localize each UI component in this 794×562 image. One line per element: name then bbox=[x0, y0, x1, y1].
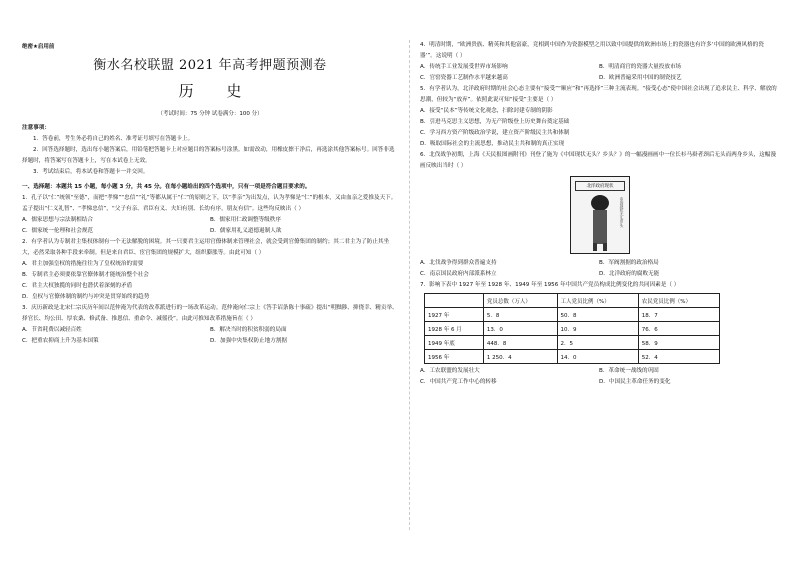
option: A．节省耗费以减轻百姓 bbox=[22, 327, 82, 333]
table-header: 农民党员比例（%） bbox=[638, 294, 719, 308]
option: D．儒家用礼义道德遏制人欲 bbox=[210, 228, 282, 234]
table-row bbox=[425, 308, 720, 322]
option: C．官窑瓷器工艺制作水平越来越高 bbox=[420, 75, 508, 81]
table-row bbox=[425, 336, 720, 350]
exam-meta: （考试时间：75 分钟 试卷满分：100 分） bbox=[157, 111, 263, 117]
option: D．中国民主革命任务的变化 bbox=[599, 379, 671, 385]
question-stem: 1．孔子以“仁”统领“至德”，而把“孝悌”“忠信”“礼”等都从属于“仁”的原则之下，以“孝亲”为出发点，认为孝悌是“仁”的根本，又由血亲之爱推及天下。孟子提出“仁义礼智”、“孝悌忠信”，“父子有亲、君臣有义、夫妇有别、长幼有序，朋友有信”。这些均反映出（ ） bbox=[22, 195, 397, 212]
table-header bbox=[425, 294, 484, 308]
note-item: 3．考试结束后，将本试卷和答题卡一并交回。 bbox=[33, 169, 149, 175]
option: D．吸取国际社会的主流思想，推动民主共和制的真正实现 bbox=[420, 141, 565, 147]
question-options bbox=[420, 366, 778, 388]
table-cell: 1 250．4 bbox=[483, 350, 557, 364]
cartoon-caption: 北洋政府现状 bbox=[575, 181, 625, 191]
cartoon-leg bbox=[593, 243, 597, 251]
option: B．引进马克思主义思想，为无产阶级登上历史舞台奠定基础 bbox=[420, 119, 570, 125]
option: B．专制君主必须要依靠官僚体制才能统治整个社会 bbox=[22, 272, 149, 278]
option: C．把重农抑商上升为基本国策 bbox=[22, 338, 99, 344]
question-options bbox=[22, 215, 398, 237]
table-header: 工人党员比例（%） bbox=[557, 294, 638, 308]
right-column bbox=[420, 40, 778, 388]
note-item: 2．回答选择题时，选出每小题答案后，用铅笔把答题卡上对应题目的答案标号涂黑。如需改动，用橡皮擦干净后，再选涂其他答案标号。回答非选择题时，将答案写在答题卡上，写在本试卷上无效。 bbox=[22, 147, 395, 164]
table-header: 党员总数（万人） bbox=[483, 294, 557, 308]
table-cell: 1949 年底 bbox=[425, 336, 484, 350]
option: B．革命统一战线的巩固 bbox=[599, 368, 659, 374]
option: D．北洋政府的腐败无能 bbox=[599, 271, 660, 277]
question-options bbox=[22, 259, 398, 303]
option: B．明清商官的瓷器大量投放市场 bbox=[599, 64, 682, 70]
table-header-row bbox=[425, 294, 720, 308]
secret-label: 绝密★启用前 bbox=[22, 44, 55, 50]
option: B．儒家用仁政调整等级秩序 bbox=[210, 217, 281, 223]
note-item: 1．答卷前，考生务必将自己的姓名、准考证号填写在答题卡上。 bbox=[33, 136, 194, 142]
option: C．中国共产党工作中心的转移 bbox=[420, 379, 497, 385]
party-member-table bbox=[424, 293, 720, 364]
table-cell: 76．6 bbox=[638, 322, 719, 336]
option: A．儒家思想与宗法制相结合 bbox=[22, 217, 93, 223]
column-divider bbox=[409, 40, 410, 530]
question-options bbox=[420, 106, 778, 150]
option: A．传统手工业发展受世界市场影响 bbox=[420, 64, 508, 70]
option: D．欧洲普遍采用中国的制瓷技艺 bbox=[599, 75, 682, 81]
table-cell: 50．8 bbox=[557, 308, 638, 322]
table-cell: 1928 年 6 月 bbox=[425, 322, 484, 336]
cartoon-side-text: 中国现状无头乡头 bbox=[620, 197, 625, 228]
question-options bbox=[22, 325, 398, 347]
table-row bbox=[425, 322, 720, 336]
question-options bbox=[420, 258, 778, 280]
option: A．接受“民本”等传统文化观念，扫除封建专制的阴影 bbox=[420, 108, 553, 114]
cartoon-head bbox=[591, 195, 609, 211]
question-options bbox=[420, 62, 778, 84]
option: A．工农联盟的发展壮大 bbox=[420, 368, 480, 374]
table-cell: 18．7 bbox=[638, 308, 719, 322]
question-stem: 7．影响下表中 1927 年至 1928 年、1949 年至 1956 年中国共产党员构成比例变化的共同因素是（ ） bbox=[420, 282, 680, 288]
notes-heading: 注意事项： bbox=[22, 125, 50, 131]
cartoon-figure bbox=[570, 176, 630, 254]
table-cell: 5．8 bbox=[483, 308, 557, 322]
question-stem: 6．北伐战争初期，上海《天民报图画附刊》刊登了施为《中国现状无头？乡头？》的一幅漫画画中一位长衫马褂者颈后无头而两身乡头，这幅漫画反映出当时（ ） bbox=[420, 152, 776, 169]
table-cell: 13．0 bbox=[483, 322, 557, 336]
question-stem: 4．明清时期，“欧洲贵族、精英和其他富豪，竞相到中国作为瓷器模型之用以致中国提供的欧洲市场上的瓷器也有许多‘中国的欧洲风格的瓷器’”。这说明（ ） bbox=[420, 42, 764, 59]
option: C．君主大权独揽的同时也潜伏着深刻的矛盾 bbox=[22, 283, 133, 289]
table-cell: 58．9 bbox=[638, 336, 719, 350]
option: C．儒家统一伦理和社会规范 bbox=[22, 228, 94, 234]
option: C．学习西方资产阶级政治学说，建立资产阶级民主共和体制 bbox=[420, 130, 570, 136]
table-cell: 1956 年 bbox=[425, 350, 484, 364]
option: A．君主加强皇权的措施往往为了皇权统治的需要 bbox=[22, 261, 144, 267]
exam-subject: 历 史 bbox=[178, 82, 256, 100]
option: B．解决当时的积贫积弱的局面 bbox=[210, 327, 287, 333]
question-stem: 3．庆历新政是北宋仁宗庆历年间以范仲淹为代表的改革派进行的一场改革运动。范仲淹向仁宗上《答手诏条陈十事疏》提出“明黜陟、抑侥幸、精贡举、择官长、均公田、厚农桑、修武备、推恩信、重命令、减徭役”。由此可推知改革措施旨在（ ） bbox=[22, 305, 398, 322]
table-cell: 52．4 bbox=[638, 350, 719, 364]
table-row bbox=[425, 350, 720, 364]
option: A．北伐战争得到群众普遍支持 bbox=[420, 260, 497, 266]
cartoon-body bbox=[593, 210, 607, 244]
exam-title: 衡水名校联盟 2021 年高考押题预测卷 bbox=[93, 58, 327, 73]
option: C．南京国民政府内部派系林立 bbox=[420, 271, 497, 277]
table-cell: 448．8 bbox=[483, 336, 557, 350]
option: D．皇权与官僚体制的制约与冲突是贯穿始终的趋势 bbox=[22, 294, 150, 300]
table-cell: 2．5 bbox=[557, 336, 638, 350]
section-heading: 一、选择题：本题共 15 小题，每小题 3 分，共 45 分。在每小题给出的四个选项中，只有一项是符合题目要求的。 bbox=[22, 184, 311, 190]
option: D．加强中央集权防止地方割据 bbox=[210, 338, 288, 344]
table-cell: 14．0 bbox=[557, 350, 638, 364]
question-stem: 2．有学者认为专制君主集权体制有一个无法解脱的困境。其一只要君主运用官僚体制来管理社会，就会受到官僚集团的制约；其二君主为了防止其坐大，必然采取各种手段来牵制。但是来自君臣、宦官集团的规模扩大，组织膨胀等。由此可知（ ） bbox=[22, 239, 390, 256]
cartoon-leg bbox=[603, 243, 607, 251]
question-stem: 5．有学者认为，北洋政府时期的社会心态主要有“接受”“顺应”和“再选择”三种主流表现。“接受心态”使中国社会出现了追求民主、科学、解放的思潮，但较为“放弃”。依照此说可知“接受”主要是（ ） bbox=[420, 86, 777, 103]
left-column bbox=[22, 40, 398, 347]
table-cell: 1927 年 bbox=[425, 308, 484, 322]
option: B．军阀割据的政治格局 bbox=[599, 260, 659, 266]
table-cell: 10．9 bbox=[557, 322, 638, 336]
